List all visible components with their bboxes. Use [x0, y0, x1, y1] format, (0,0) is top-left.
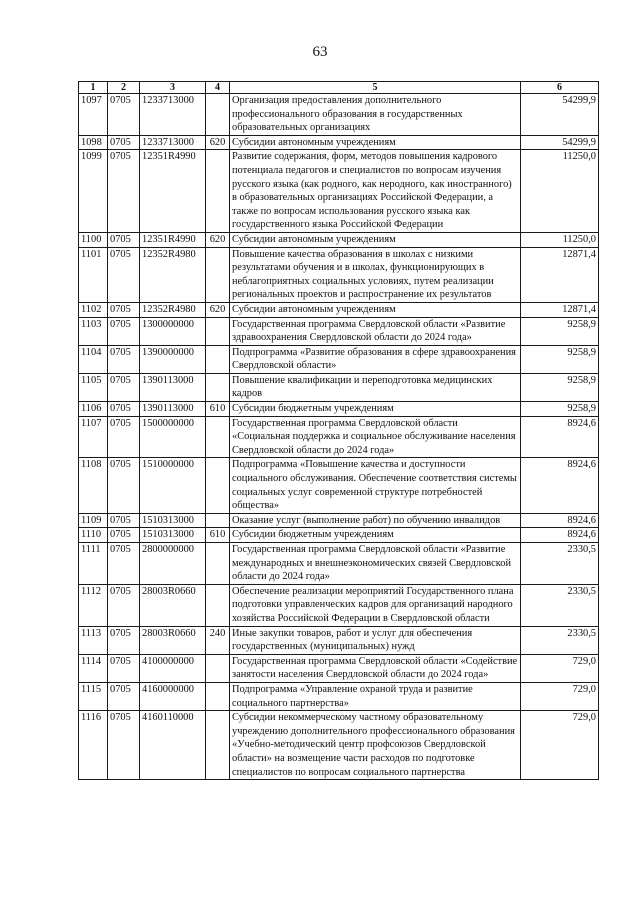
- item-name-cell: Субсидии бюджетным учреждениям: [230, 528, 521, 543]
- expense-type-cell: [206, 317, 230, 345]
- section-code-cell: 0705: [108, 528, 140, 543]
- item-name-cell: Государственная программа Свердловской области «Развитие здравоохранения Свердловской области до 2024 года»: [230, 317, 521, 345]
- row-number-cell: 1109: [79, 513, 108, 528]
- section-code-cell: 0705: [108, 94, 140, 136]
- table-row: [79, 302, 599, 317]
- target-article-code-cell: 4100000000: [140, 654, 206, 682]
- item-name-cell: Субсидии бюджетным учреждениям: [230, 402, 521, 417]
- table-row: [79, 626, 599, 654]
- row-number-cell: 1105: [79, 373, 108, 401]
- target-article-code-cell: 28003R0660: [140, 584, 206, 626]
- amount-cell: 2330,5: [521, 626, 599, 654]
- expense-type-cell: [206, 543, 230, 585]
- target-article-code-cell: 4160110000: [140, 711, 206, 780]
- item-name-cell: Повышение качества образования в школах с низкими результатами обучения и в школах, функционирующих в неблагоприятных социальных условиях, путем реализации региональных проектов и распространение их результатов: [230, 247, 521, 302]
- target-article-code-cell: 4160000000: [140, 682, 206, 710]
- target-article-code-cell: 1390000000: [140, 345, 206, 373]
- target-article-code-cell: 1510000000: [140, 458, 206, 513]
- target-article-code-cell: 2800000000: [140, 543, 206, 585]
- amount-cell: 11250,0: [521, 232, 599, 247]
- row-number-cell: 1112: [79, 584, 108, 626]
- amount-cell: 11250,0: [521, 150, 599, 233]
- item-name-cell: Государственная программа Свердловской области «Развитие международных и внешнеэкономических связей Свердловской области до 2024 года»: [230, 543, 521, 585]
- column-header: 2: [108, 82, 140, 94]
- table-row: [79, 682, 599, 710]
- section-code-cell: 0705: [108, 654, 140, 682]
- column-header: 4: [206, 82, 230, 94]
- table-row: [79, 402, 599, 417]
- table-row: [79, 247, 599, 302]
- table-header-row: [79, 82, 599, 94]
- amount-cell: 8924,6: [521, 416, 599, 458]
- item-name-cell: Государственная программа Свердловской области «Содействие занятости населения Свердловской области до 2024 года»: [230, 654, 521, 682]
- item-name-cell: Субсидии автономным учреждениям: [230, 135, 521, 150]
- amount-cell: 8924,6: [521, 513, 599, 528]
- table-row: [79, 528, 599, 543]
- item-name-cell: Оказание услуг (выполнение работ) по обучению инвалидов: [230, 513, 521, 528]
- amount-cell: 2330,5: [521, 543, 599, 585]
- section-code-cell: 0705: [108, 584, 140, 626]
- target-article-code-cell: 1500000000: [140, 416, 206, 458]
- item-name-cell: Субсидии некоммерческому частному образовательному учреждению дополнительного профессионального образования «Учебно-методический центр профсоюзов Свердловской области» на возмещение части расходов по подготовке специалистов по вопросам социального партнерства: [230, 711, 521, 780]
- table-row: [79, 416, 599, 458]
- row-number-cell: 1114: [79, 654, 108, 682]
- expense-type-cell: 620: [206, 302, 230, 317]
- section-code-cell: 0705: [108, 416, 140, 458]
- item-name-cell: Иные закупки товаров, работ и услуг для обеспечения государственных (муниципальных) нужд: [230, 626, 521, 654]
- page-number: 63: [312, 44, 328, 60]
- table-row: [79, 94, 599, 136]
- amount-cell: 9258,9: [521, 345, 599, 373]
- target-article-code-cell: 28003R0660: [140, 626, 206, 654]
- target-article-code-cell: 1510313000: [140, 513, 206, 528]
- table-row: [79, 513, 599, 528]
- section-code-cell: 0705: [108, 302, 140, 317]
- section-code-cell: 0705: [108, 232, 140, 247]
- table-row: [79, 317, 599, 345]
- expense-type-cell: [206, 654, 230, 682]
- expense-type-cell: [206, 373, 230, 401]
- row-number-cell: 1101: [79, 247, 108, 302]
- row-number-cell: 1106: [79, 402, 108, 417]
- section-code-cell: 0705: [108, 247, 140, 302]
- expense-type-cell: [206, 94, 230, 136]
- row-number-cell: 1108: [79, 458, 108, 513]
- row-number-cell: 1103: [79, 317, 108, 345]
- table-row: [79, 584, 599, 626]
- row-number-cell: 1116: [79, 711, 108, 780]
- expense-type-cell: 240: [206, 626, 230, 654]
- row-number-cell: 1113: [79, 626, 108, 654]
- expense-type-cell: [206, 682, 230, 710]
- amount-cell: 54299,9: [521, 94, 599, 136]
- section-code-cell: 0705: [108, 682, 140, 710]
- expense-type-cell: 620: [206, 135, 230, 150]
- target-article-code-cell: 1233713000: [140, 135, 206, 150]
- row-number-cell: 1098: [79, 135, 108, 150]
- row-number-cell: 1110: [79, 528, 108, 543]
- amount-cell: 54299,9: [521, 135, 599, 150]
- section-code-cell: 0705: [108, 373, 140, 401]
- section-code-cell: 0705: [108, 711, 140, 780]
- table-row: [79, 345, 599, 373]
- budget-table: [78, 81, 599, 780]
- expense-type-cell: [206, 513, 230, 528]
- amount-cell: 729,0: [521, 682, 599, 710]
- item-name-cell: Субсидии автономным учреждениям: [230, 232, 521, 247]
- amount-cell: 8924,6: [521, 458, 599, 513]
- item-name-cell: Организация предоставления дополнительного профессионального образования в государственных образовательных организациях: [230, 94, 521, 136]
- target-article-code-cell: 1510313000: [140, 528, 206, 543]
- expense-type-cell: [206, 247, 230, 302]
- item-name-cell: Подпрограмма «Развитие образования в сфере здравоохранения Свердловской области»: [230, 345, 521, 373]
- table-row: [79, 232, 599, 247]
- target-article-code-cell: 1233713000: [140, 94, 206, 136]
- section-code-cell: 0705: [108, 135, 140, 150]
- section-code-cell: 0705: [108, 345, 140, 373]
- table-body: [79, 94, 599, 780]
- amount-cell: 9258,9: [521, 317, 599, 345]
- column-header: 3: [140, 82, 206, 94]
- item-name-cell: Повышение квалификации и переподготовка медицинских кадров: [230, 373, 521, 401]
- expense-type-cell: [206, 584, 230, 626]
- target-article-code-cell: 1390113000: [140, 373, 206, 401]
- table-row: [79, 543, 599, 585]
- expense-type-cell: [206, 458, 230, 513]
- target-article-code-cell: 1300000000: [140, 317, 206, 345]
- section-code-cell: 0705: [108, 543, 140, 585]
- item-name-cell: Развитие содержания, форм, методов повышения кадрового потенциала педагогов и специалистов по вопросам изучения русского языка (как родного, как неродного, как иностранного) в образовательных организациях Российской Федерации, а также по вопросам использования русского языка как государственного языка Российской Федерации: [230, 150, 521, 233]
- column-header: 6: [521, 82, 599, 94]
- column-header: 1: [79, 82, 108, 94]
- item-name-cell: Обеспечение реализации мероприятий Государственного плана подготовки управленческих кадров для организаций народного хозяйства Российской Федерации в Свердловской области: [230, 584, 521, 626]
- section-code-cell: 0705: [108, 402, 140, 417]
- amount-cell: 9258,9: [521, 373, 599, 401]
- row-number-cell: 1100: [79, 232, 108, 247]
- row-number-cell: 1107: [79, 416, 108, 458]
- item-name-cell: Субсидии автономным учреждениям: [230, 302, 521, 317]
- amount-cell: 12871,4: [521, 302, 599, 317]
- table-row: [79, 654, 599, 682]
- table-row: [79, 135, 599, 150]
- amount-cell: 12871,4: [521, 247, 599, 302]
- row-number-cell: 1115: [79, 682, 108, 710]
- amount-cell: 729,0: [521, 711, 599, 780]
- amount-cell: 8924,6: [521, 528, 599, 543]
- section-code-cell: 0705: [108, 513, 140, 528]
- target-article-code-cell: 12351R4990: [140, 232, 206, 247]
- expense-type-cell: 620: [206, 232, 230, 247]
- expense-type-cell: [206, 416, 230, 458]
- target-article-code-cell: 12352R4980: [140, 247, 206, 302]
- expense-type-cell: [206, 345, 230, 373]
- amount-cell: 9258,9: [521, 402, 599, 417]
- row-number-cell: 1099: [79, 150, 108, 233]
- item-name-cell: Подпрограмма «Повышение качества и доступности социального обслуживания. Обеспечение соответствия системы социальных услуг современной структуре потребностей общества»: [230, 458, 521, 513]
- table-row: [79, 150, 599, 233]
- section-code-cell: 0705: [108, 150, 140, 233]
- table-row: [79, 711, 599, 780]
- item-name-cell: Подпрограмма «Управление охраной труда и развитие социального партнерства»: [230, 682, 521, 710]
- section-code-cell: 0705: [108, 458, 140, 513]
- section-code-cell: 0705: [108, 317, 140, 345]
- target-article-code-cell: 12351R4990: [140, 150, 206, 233]
- expense-type-cell: 610: [206, 402, 230, 417]
- section-code-cell: 0705: [108, 626, 140, 654]
- target-article-code-cell: 12352R4980: [140, 302, 206, 317]
- row-number-cell: 1104: [79, 345, 108, 373]
- amount-cell: 729,0: [521, 654, 599, 682]
- expense-type-cell: [206, 711, 230, 780]
- item-name-cell: Государственная программа Свердловской области «Социальная поддержка и социальное обслуживание населения Свердловской области до 2024 года»: [230, 416, 521, 458]
- expense-type-cell: 610: [206, 528, 230, 543]
- row-number-cell: 1111: [79, 543, 108, 585]
- table-row: [79, 458, 599, 513]
- expense-type-cell: [206, 150, 230, 233]
- target-article-code-cell: 1390113000: [140, 402, 206, 417]
- row-number-cell: 1102: [79, 302, 108, 317]
- table-row: [79, 373, 599, 401]
- column-header: 5: [230, 82, 521, 94]
- row-number-cell: 1097: [79, 94, 108, 136]
- amount-cell: 2330,5: [521, 584, 599, 626]
